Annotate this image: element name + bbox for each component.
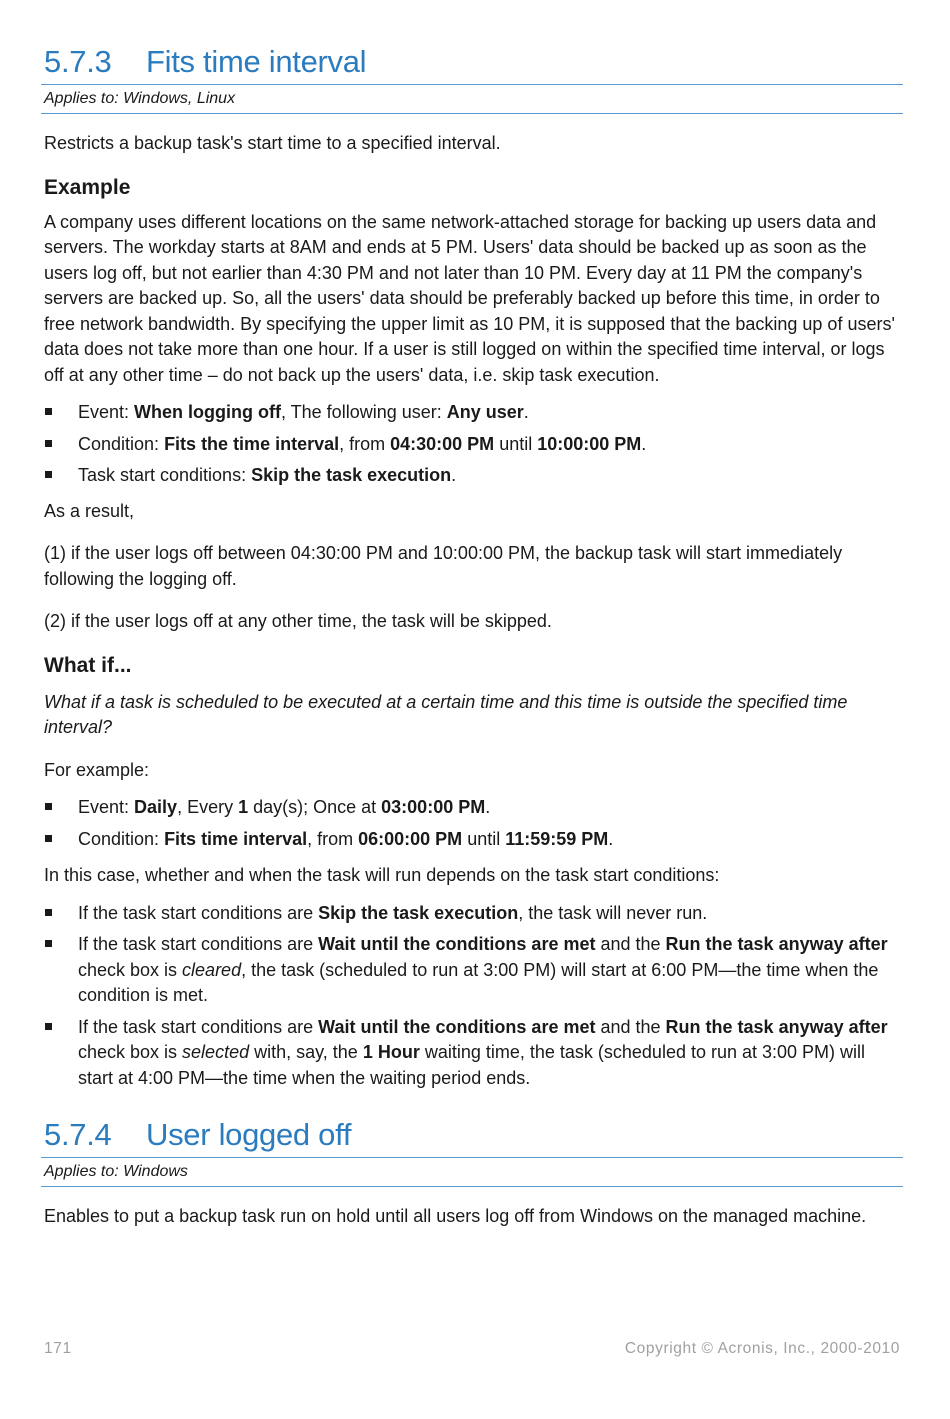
result-1: (1) if the user logs off between 04:30:00 PM and 10:00:00 PM, the backup task will start immediately following the logging off. <box>44 543 843 589</box>
list-item: If the task start conditions are Wait until the conditions are met and the Run the task anyway after check box is cleared, the task (scheduled to run at 3:00 PM) will start at 6:00 PM—the time when the condition is met. <box>44 932 903 1009</box>
for-example: For example: <box>44 759 150 780</box>
section-intro: Restricts a backup task's start time to a specified interval. <box>44 133 501 153</box>
section-number: 5.7.4 <box>44 1117 112 1152</box>
applies-to: Applies to: Windows <box>44 1163 188 1180</box>
page-number: 171 <box>44 1340 72 1357</box>
copyright: Copyright © Acronis, Inc., 2000-2010 <box>624 1340 900 1357</box>
section-title-text: User logged off <box>146 1117 352 1152</box>
applies-to: Applies to: Windows, Linux <box>44 90 236 107</box>
section-number: 5.7.3 <box>44 44 112 79</box>
list-item: Event: When logging off, The following user: Any user. <box>44 400 903 426</box>
in-this-case: In this case, whether and when the task will run depends on the task start conditions: <box>44 865 720 885</box>
list-item: Condition: Fits the time interval, from 04:30:00 PM until 10:00:00 PM. <box>44 432 903 458</box>
section-title-5-7-4 <box>44 1117 903 1153</box>
whatif-heading: What if... <box>44 653 132 677</box>
example-heading: Example <box>44 175 131 199</box>
result-intro: As a result, <box>44 500 135 521</box>
list-item: Condition: Fits time interval, from 06:00:00 PM until 11:59:59 PM. <box>44 827 903 853</box>
list-item: If the task start conditions are Skip the task execution, the task will never run. <box>44 901 903 927</box>
list-item: Event: Daily, Every 1 day(s); Once at 03:00:00 PM. <box>44 795 903 821</box>
result-2: (2) if the user logs off at any other time, the task will be skipped. <box>44 611 552 631</box>
section-title-text: Fits time interval <box>146 44 367 79</box>
list-item: If the task start conditions are Wait until the conditions are met and the Run the task anyway after check box is selected with, say, the 1 Hour waiting time, the task (scheduled to run at 3:00 PM) will start at 4:00 PM—the time when the waiting period ends. <box>44 1015 903 1092</box>
section-intro: Enables to put a backup task run on hold until all users log off from Windows on the managed machine. <box>44 1206 867 1226</box>
whatif-list <box>44 795 903 852</box>
conditions-list <box>44 901 903 1092</box>
example-list <box>44 400 903 489</box>
example-paragraph: A company uses different locations on the same network-attached storage for backing up users data and servers. The workday starts at 8AM and ends at 5 PM. Users' data should be backed up as soon as the users log off, but not earlier than 4:30 PM and not later than 10 PM. Every day at 11 PM the company's servers are backed up. So, all the users' data should be preferably backed up before this time, in order to free network bandwidth. By specifying the upper limit as 10 PM, it is supposed that the backing up of users' data does not take more than one hour. If a user is still logged on within the specified time interval, or logs off at any other time – do not back up the users' data, i.e. skip task execution. <box>44 211 895 385</box>
page-content <box>44 0 903 1230</box>
list-item: Task start conditions: Skip the task execution. <box>44 463 903 489</box>
section-title-5-7-3 <box>44 44 903 80</box>
page-footer <box>44 1340 900 1358</box>
whatif-question: What if a task is scheduled to be executed at a certain time and this time is outside the specified time interval? <box>44 691 848 737</box>
